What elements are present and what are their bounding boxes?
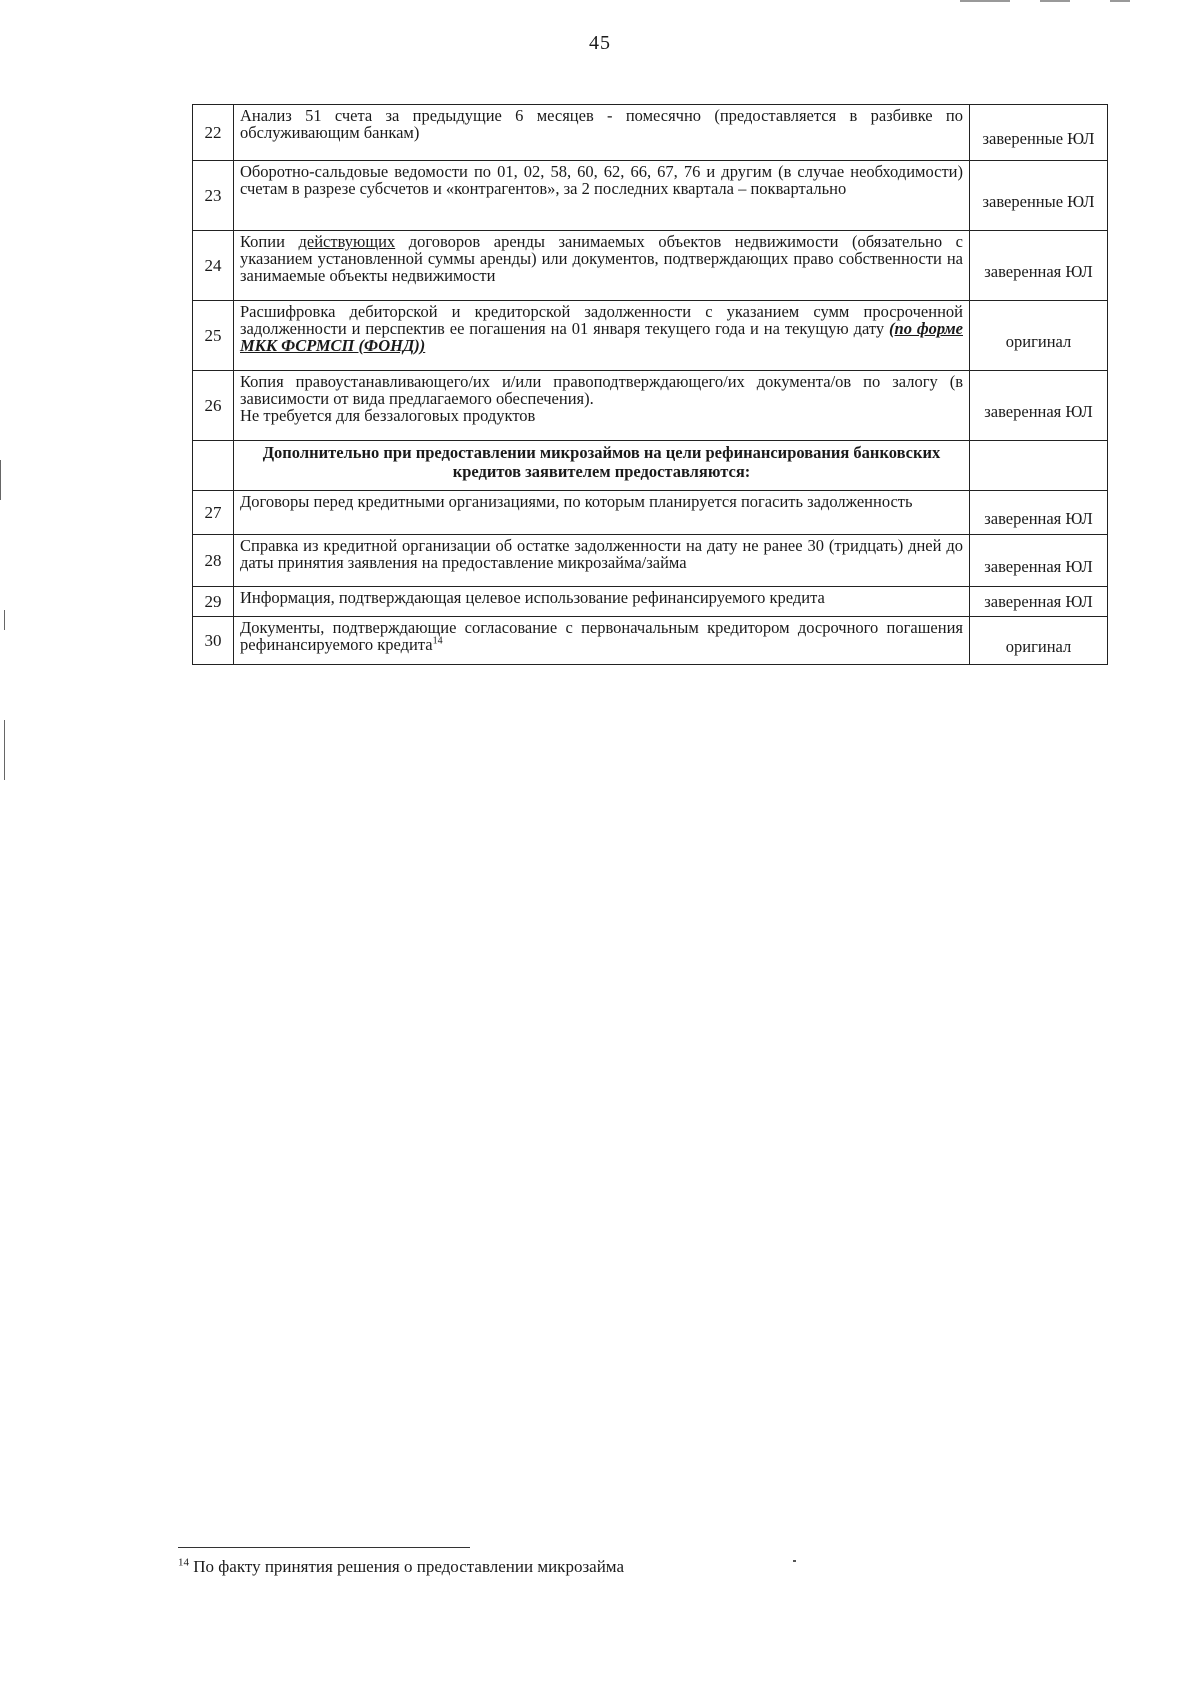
- row-number: 29: [193, 587, 234, 617]
- document-form: [970, 371, 1108, 441]
- scan-artifact: [793, 1560, 796, 1562]
- table-row: [193, 371, 1108, 441]
- document-description: [234, 617, 970, 665]
- document-description: Анализ 51 счета за предыдущие 6 месяцев - помесячно (предоставляется в разбивке по обслуживающим банкам): [234, 105, 970, 161]
- scan-artifact: [1040, 0, 1070, 2]
- document-form-empty: [970, 441, 1108, 491]
- row-number: 23: [193, 161, 234, 231]
- description-part: Расшифровка дебиторской и кредиторской задолженности с указанием сумм просроченной задолженности и перспектив ее погашения на 01 января текущего года и на текущую дату: [240, 302, 963, 338]
- footnote-text: По факту принятия решения о предоставлении микрозайма: [189, 1557, 624, 1576]
- row-number: 26: [193, 371, 234, 441]
- document-form-label: заверенная ЮЛ: [984, 592, 1093, 611]
- row-number: 30: [193, 617, 234, 665]
- document-description: [234, 231, 970, 301]
- section-subheader: Дополнительно при предоставлении микрозаймов на цели рефинансирования банковских кредитов заявителем предоставляются:: [234, 441, 970, 491]
- scan-artifact: [4, 610, 5, 630]
- row-number: 22: [193, 105, 234, 161]
- page-number: 45: [589, 32, 611, 54]
- description-underlined: действующих: [298, 232, 396, 251]
- document-form: [970, 535, 1108, 587]
- table-row: [193, 301, 1108, 371]
- table-row: [193, 617, 1108, 665]
- footnote: [178, 1557, 624, 1577]
- table-row: [193, 535, 1108, 587]
- description-part: Документы, подтверждающие согласование с первоначальным кредитором досрочного погашения рефинансируемого кредита: [240, 618, 963, 654]
- document-form: [970, 161, 1108, 231]
- document-form: [970, 231, 1108, 301]
- row-number: 28: [193, 535, 234, 587]
- document-form: [970, 587, 1108, 617]
- document-form: [970, 617, 1108, 665]
- documents-table: [192, 104, 1108, 665]
- scan-artifact: [1110, 0, 1130, 2]
- document-form-label: заверенные ЮЛ: [982, 129, 1095, 148]
- document-description: Информация, подтверждающая целевое использование рефинансируемого кредита: [234, 587, 970, 617]
- scan-artifact: [960, 0, 1010, 2]
- table-row: [193, 587, 1108, 617]
- scan-artifact: [0, 460, 1, 500]
- scan-artifact: [4, 720, 5, 780]
- table-row: [193, 161, 1108, 231]
- footnote-separator: [178, 1547, 470, 1548]
- document-description: [234, 371, 970, 441]
- document-form: [970, 301, 1108, 371]
- document-form-label: заверенные ЮЛ: [982, 192, 1095, 211]
- row-number: 25: [193, 301, 234, 371]
- row-number: 24: [193, 231, 234, 301]
- document-description: Оборотно-сальдовые ведомости по 01, 02, 58, 60, 62, 66, 67, 76 и другим (в случае необходимости) счетам в разрезе субсчетов и «контрагентов», за 2 последних квартала – поквартально: [234, 161, 970, 231]
- document-form-label: оригинал: [1005, 332, 1072, 351]
- document-form-label: оригинал: [1005, 637, 1072, 656]
- description-emphasis: (по форме МКК ФСРМСП (ФОНД)): [240, 319, 963, 355]
- document-description: Договоры перед кредитными организациями, по которым планируется погасить задолженность: [234, 491, 970, 535]
- document-form-label: заверенная ЮЛ: [984, 402, 1093, 421]
- document-form: [970, 491, 1108, 535]
- table-subheader-row: [193, 441, 1108, 491]
- description-part: Не требуется для беззалоговых продуктов: [240, 406, 536, 425]
- description-part: Копии: [240, 232, 299, 251]
- document-form-label: заверенная ЮЛ: [984, 557, 1093, 576]
- footnote-reference[interactable]: 14: [432, 635, 443, 647]
- document-description: Справка из кредитной организации об остатке задолженности на дату не ранее 30 (тридцать) дней до даты принятия заявления на предоставление микрозайма/займа: [234, 535, 970, 587]
- document-form-label: заверенная ЮЛ: [984, 509, 1093, 528]
- row-number: 27: [193, 491, 234, 535]
- table-row: [193, 105, 1108, 161]
- document-form: [970, 105, 1108, 161]
- footnote-number: 14: [178, 1556, 189, 1569]
- description-part: договоров аренды занимаемых объектов недвижимости (обязательно с указанием установленной суммы аренды) или документов, подтверждающих право собственности на занимаемые объекты недвижимости: [240, 232, 963, 285]
- table-row: [193, 491, 1108, 535]
- description-part: Копия правоустанавливающего/их и/или правоподтверждающего/их документа/ов по залогу (в зависимости от вида предлагаемого обеспечения).: [240, 372, 963, 408]
- table-row: [193, 231, 1108, 301]
- document-description: [234, 301, 970, 371]
- document-form-label: заверенная ЮЛ: [984, 262, 1093, 281]
- row-number-empty: [193, 441, 234, 491]
